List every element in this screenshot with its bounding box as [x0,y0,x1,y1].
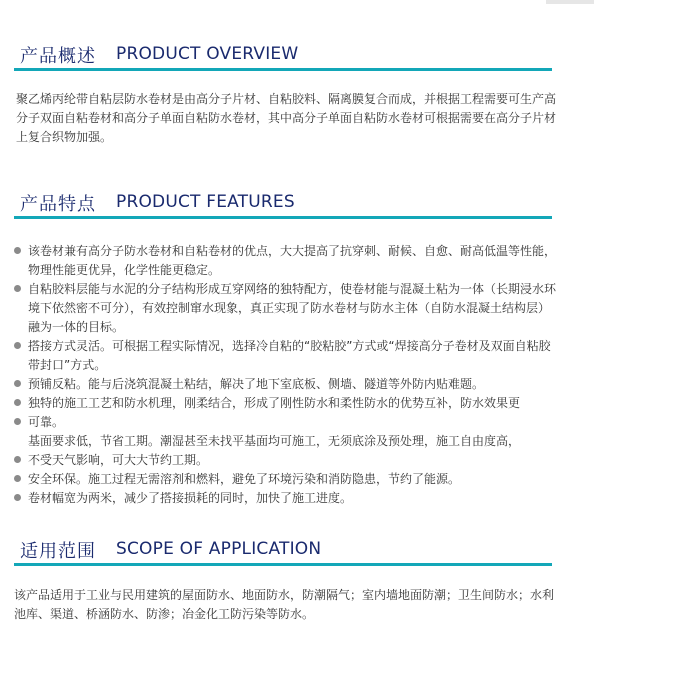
bullet-dot-icon [14,399,21,406]
feature-text: 预铺反粘。能与后浇筑混凝土粘结，解决了地下室底板、侧墙、隧道等外防内贴难题。 [28,377,485,391]
top-tab-decoration [546,0,594,4]
overview-text: 聚乙烯丙纶带自粘层防水卷材是由高分子片材、自粘胶料、隔离膜复合而成，并根据工程需要可生产高分子双面自粘卷材和高分子单面自粘防水卷材，其中高分子单面自粘防水卷材可根据需要在高分子片材上复合织物加强。 [16,92,557,144]
bullet-dot-icon [14,475,21,482]
features-list [12,242,560,508]
bullet-dot-icon [14,380,21,387]
overview-heading [14,40,552,71]
feature-item [12,375,560,394]
bullet-dot-icon [14,247,21,254]
application-text: 该产品适用于工业与民用建筑的屋面防水、地面防水，防潮隔气；室内墙地面防潮；卫生间防水；水利池库、渠道、桥涵防水、防渗；冶金化工防污染等防水。 [14,588,555,621]
overview-title-cn: 产品概述 [20,46,96,67]
features-heading [14,188,552,219]
bullet-dot-icon [14,456,21,463]
feature-text: 该卷材兼有高分子防水卷材和自粘卷材的优点，大大提高了抗穿刺、耐候、自愈、耐高低温等性能，物理性能更优异，化学性能更稳定。 [28,244,557,277]
bullet-dot-icon [14,342,21,349]
application-title-en: SCOPE OF APPLICATION [116,539,322,559]
application-title-cn: 适用范围 [20,541,96,562]
features-title-en: PRODUCT FEATURES [116,192,295,212]
feature-text: 卷材幅宽为两米，减少了搭接损耗的同时，加快了施工进度。 [28,491,353,505]
feature-item [12,432,560,451]
features-title-cn: 产品特点 [20,194,96,215]
bullet-dot-icon [14,285,21,292]
feature-item [12,242,560,280]
feature-item [12,280,560,337]
feature-item [12,337,560,375]
feature-text: 搭接方式灵活。可根据工程实际情况，选择冷自粘的“胶粘胶”方式或“焊接高分子卷材及双面自粘胶带封口”方式。 [28,339,551,372]
feature-item [12,413,560,432]
feature-text: 基面要求低，节省工期。潮湿甚至未找平基面均可施工，无须底涂及预处理，施工自由度高， [28,434,521,448]
feature-text: 自粘胶料层能与水泥的分子结构形成互穿网络的独特配方，使卷材能与混凝土粘为一体（长期浸水环境下依然密不可分），有效控制窜水现象，真正实现了防水卷材与防水主体（自防水混凝土结构层）融为一体的目标。 [28,282,557,334]
feature-text: 不受天气影响，可大大节约工期。 [28,453,209,467]
application-heading [14,535,552,566]
bullet-dot-icon [14,494,21,501]
feature-text: 可靠。 [28,415,65,429]
overview-title-en: PRODUCT OVERVIEW [116,44,299,64]
feature-text: 独特的施工工艺和防水机理，刚柔结合，形成了刚性防水和柔性防水的优势互补，防水效果更 [28,396,521,410]
feature-item [12,451,560,470]
feature-item [12,489,560,508]
feature-text: 安全环保。施工过程无需溶剂和燃料，避免了环境污染和消防隐患，节约了能源。 [28,472,461,486]
feature-item [12,470,560,489]
feature-item [12,394,560,413]
bullet-dot-icon [14,418,21,425]
